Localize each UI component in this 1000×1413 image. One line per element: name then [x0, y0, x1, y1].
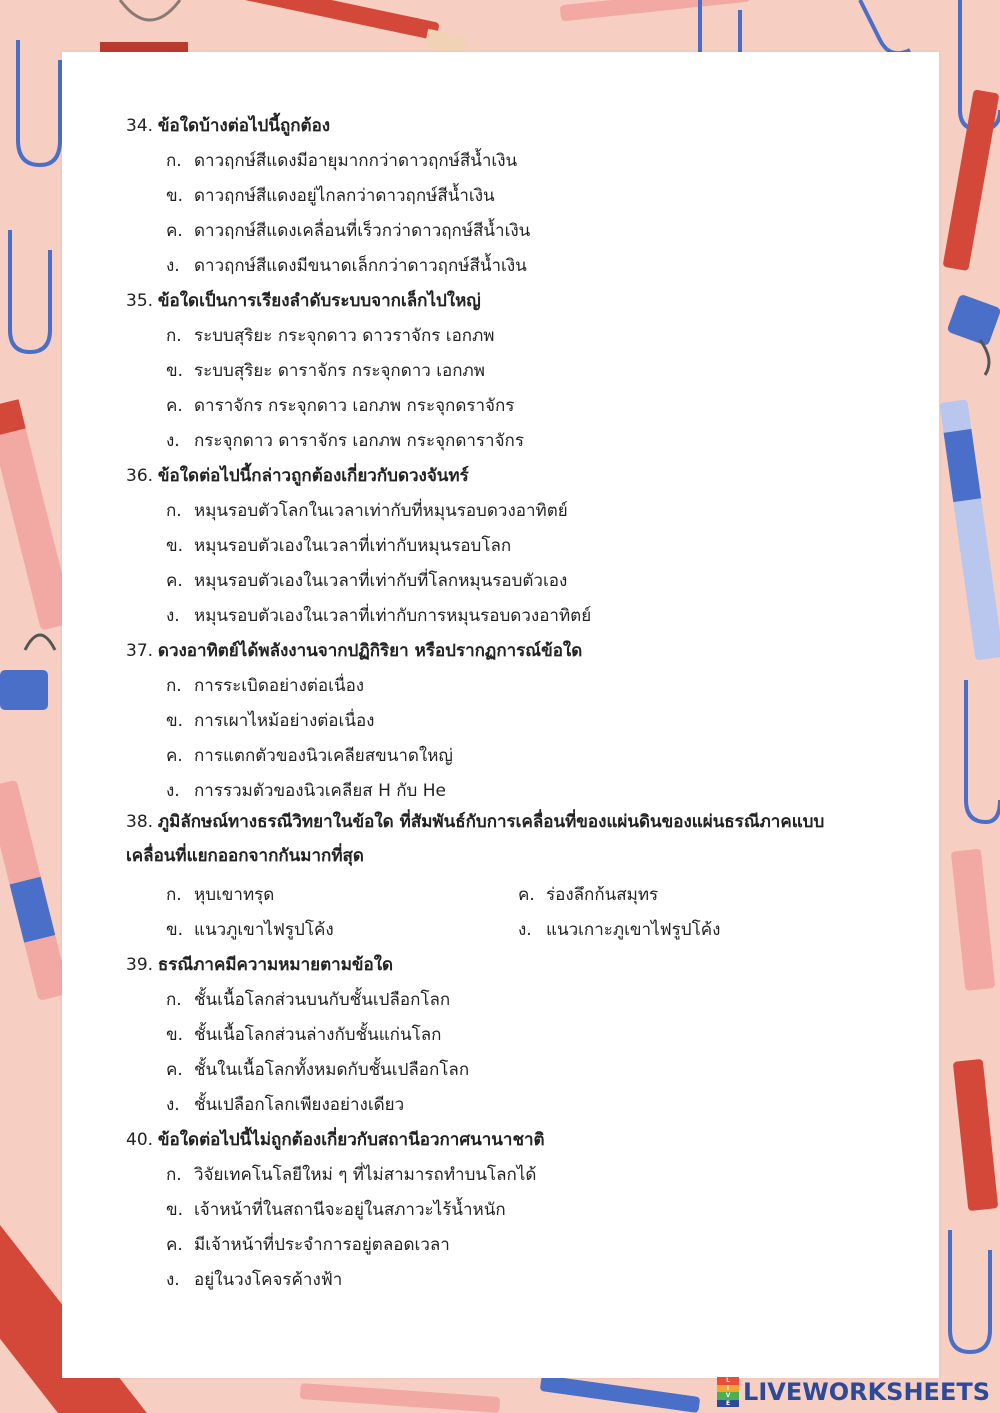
binder-clip-icon [946, 294, 1000, 375]
brand-name: LIVEWORKSHEETS [743, 1378, 990, 1406]
pencil-icon [560, 0, 751, 21]
option[interactable]: ง. ชั้นเปลือกโลกเพียงอย่างเดียว [166, 1095, 405, 1115]
question-text: ข้อใดเป็นการเรียงลำดับระบบจากเล็กไปใหญ่ [157, 291, 481, 311]
option[interactable]: ค. ชั้นในเนื้อโลกทั้งหมดกับชั้นเปลือกโลก [166, 1060, 470, 1080]
option[interactable]: ก. วิจัยเทคโนโลยีใหม่ ๆ ที่ไม่สามารถทำบนโลกได้ [166, 1165, 537, 1185]
option[interactable]: ข. หมุนรอบตัวเองในเวลาที่เท่ากับหมุนรอบโลก [166, 536, 512, 556]
paperclip-icon [966, 680, 1000, 822]
question-36-title [126, 462, 469, 489]
option[interactable]: ค. ดาราจักร กระจุกดาว เอกภพ กระจุกดราจักร [166, 396, 515, 416]
pencil-icon [240, 0, 467, 55]
option[interactable]: ค. มีเจ้าหน้าที่ประจำการอยู่ตลอดเวลา [166, 1235, 450, 1255]
question-list [62, 52, 939, 1378]
option[interactable]: ก. หมุนรอบตัวโลกในเวลาเท่ากับที่หมุนรอบดวงอาทิตย์ [166, 501, 568, 521]
question-number: 34. [126, 116, 154, 136]
option[interactable]: ง. กระจุกดาว ดาราจักร เอกภพ กระจุกดาราจักร [166, 431, 524, 451]
question-35-title [126, 287, 481, 314]
pencil-icon [953, 1059, 999, 1211]
live-logo-mark: L I V E [717, 1377, 739, 1407]
question-number: 38. [126, 812, 154, 832]
option[interactable]: ข. เจ้าหน้าที่ในสถานีจะอยู่ในสภาวะไร้น้ำหนัก [166, 1200, 506, 1220]
option[interactable]: ค. ร่องลึกก้นสมุทร [518, 885, 659, 905]
question-40-title [126, 1126, 545, 1153]
paperclip-icon [10, 230, 50, 352]
option[interactable]: ง. ดาวฤกษ์สีแดงมีขนาดเล็กกว่าดาวฤกษ์สีน้ำเงิน [166, 256, 527, 276]
pencil-icon [300, 1383, 501, 1413]
question-text: ดวงอาทิตย์ได้พลังงานจากปฏิกิริยา หรือปรากฏการณ์ข้อใด [157, 641, 583, 661]
question-37-title [126, 637, 582, 664]
option[interactable]: ก. การระเบิดอย่างต่อเนื่อง [166, 676, 365, 696]
option[interactable]: ค. หมุนรอบตัวเองในเวลาที่เท่ากับที่โลกหมุนรอบตัวเอง [166, 571, 568, 591]
logo-letter: E [717, 1400, 739, 1408]
question-39-title [126, 951, 393, 978]
option[interactable]: ข. ชั้นเนื้อโลกส่วนล่างกับชั้นแก่นโลก [166, 1025, 442, 1045]
option[interactable]: ก. หุบเขาทรุด [166, 885, 275, 905]
binder-clip-icon [0, 635, 55, 710]
question-text: ภูมิลักษณ์ทางธรณีวิทยาในข้อใด ที่สัมพันธ์กับการเคลื่อนที่ของแผ่นดินของแผ่นธรณีภาคแบบเคลื่อนที่แยกออกจากกันมากที่สุด [126, 812, 825, 866]
question-number: 35. [126, 291, 154, 311]
option[interactable]: ข. แนวภูเขาไฟรูปโค้ง [166, 920, 334, 940]
option[interactable]: ก. ชั้นเนื้อโลกส่วนบนกับชั้นเปลือกโลก [166, 990, 451, 1010]
pencil-icon [540, 1375, 701, 1413]
paperclip-icon [18, 40, 60, 165]
question-number: 36. [126, 466, 154, 486]
option[interactable]: ข. การเผาไหม้อย่างต่อเนื่อง [166, 711, 375, 731]
paperclip-icon [950, 1230, 990, 1352]
option[interactable]: ง. หมุนรอบตัวเองในเวลาที่เท่ากับการหมุนรอบดวงอาทิตย์ [166, 606, 592, 626]
option[interactable]: ง. แนวเกาะภูเขาไฟรูปโค้ง [518, 920, 721, 940]
pencil-icon [939, 399, 1000, 660]
liveworksheets-logo[interactable] [717, 1377, 990, 1407]
option[interactable]: ก. ดาวฤกษ์สีแดงมีอายุมากกว่าดาวฤกษ์สีน้ำเงิน [166, 151, 518, 171]
option[interactable]: ข. ดาวฤกษ์สีแดงอยู่ไกลกว่าดาวฤกษ์สีน้ำเงิน [166, 186, 495, 206]
question-38-title [126, 805, 866, 873]
option[interactable]: ค. การแตกตัวของนิวเคลียสขนาดใหญ่ [166, 746, 453, 766]
option[interactable]: ก. ระบบสุริยะ กระจุกดาว ดาวราจักร เอกภพ [166, 326, 495, 346]
pencil-icon [943, 89, 1000, 271]
question-text: ข้อใดบ้างต่อไปนี้ถูกต้อง [157, 116, 331, 136]
question-text: ข้อใดต่อไปนี้ไม่ถูกต้องเกี่ยวกับสถานีอวกาศนานาชาติ [157, 1130, 545, 1150]
pencil-icon [0, 780, 70, 1001]
question-number: 37. [126, 641, 154, 661]
pencil-icon [951, 849, 995, 991]
option[interactable]: ข. ระบบสุริยะ ดาราจักร กระจุกดาว เอกภพ [166, 361, 485, 381]
option[interactable]: ง. การรวมตัวของนิวเคลียส H กับ He [166, 781, 446, 801]
question-number: 40. [126, 1130, 154, 1150]
question-text: ธรณีภาคมีความหมายตามข้อใด [157, 955, 394, 975]
paperclip-icon [860, 0, 910, 53]
option[interactable]: ง. อยู่ในวงโคจรค้างฟ้า [166, 1270, 343, 1290]
option[interactable]: ค. ดาวฤกษ์สีแดงเคลื่อนที่เร็วกว่าดาวฤกษ์สีน้ำเงิน [166, 221, 531, 241]
question-text: ข้อใดต่อไปนี้กล่าวถูกต้องเกี่ยวกับดวงจันทร์ [157, 466, 469, 486]
question-number: 39. [126, 955, 154, 975]
question-34-title [126, 112, 330, 139]
